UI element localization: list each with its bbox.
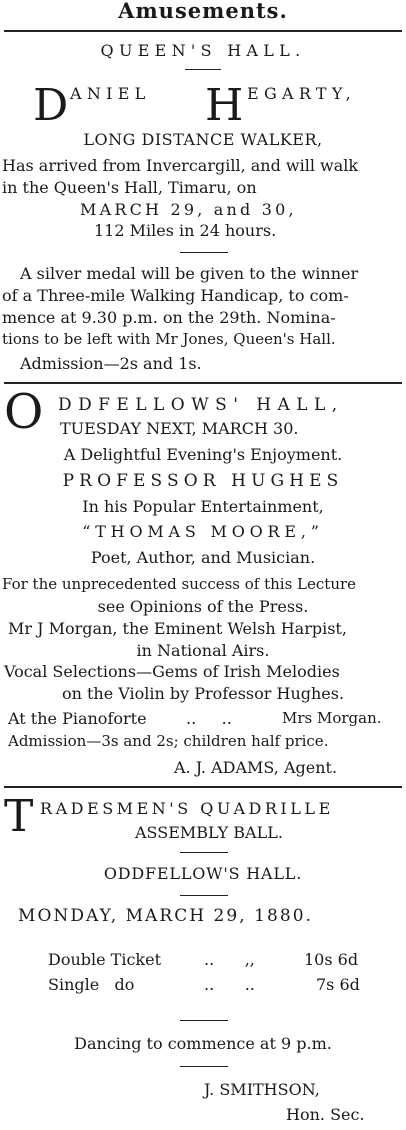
ad2-press2: see Opinions of the Press. xyxy=(97,597,309,616)
ad3-venue: ODDFELLOW'S HALL. xyxy=(103,864,303,883)
ad3-role: Hon. Sec. xyxy=(286,1105,365,1124)
ad3-ticket-double-price: 10s 6d xyxy=(304,950,359,969)
ad1-title: LONG DISTANCE WALKER, xyxy=(83,130,323,149)
ad2-harpist-airs: in National Airs. xyxy=(136,641,270,660)
ad1-venue: QUEEN'S HALL. xyxy=(100,41,306,60)
ad3-dancing-rule xyxy=(180,1066,228,1067)
header-rule xyxy=(4,30,402,32)
ad2-piano-name: Mrs Morgan. xyxy=(282,709,382,727)
ad3-ticket-double-label: Double Ticket xyxy=(48,950,162,969)
ad1-para2: of a Three-mile Walking Handicap, to com- xyxy=(2,286,349,305)
ad1-venue-rule xyxy=(185,69,221,70)
ad2-date: TUESDAY NEXT, MARCH 30. xyxy=(60,419,299,438)
ad2-initial-o: O xyxy=(4,384,44,440)
ad3-title1: RADESMEN'S QUADRILLE xyxy=(40,799,334,818)
ad2-performer: PROFESSOR HUGHES xyxy=(62,471,344,491)
ad1-para3: mence at 9.30 p.m. on the 29th. Nomina- xyxy=(2,308,336,327)
section-title: Amusements. xyxy=(118,0,288,23)
ad1-name-initial-d: D xyxy=(33,80,69,131)
ad3-ticket-single-price: 7s 6d xyxy=(316,975,360,994)
ad3-date: MONDAY, MARCH 29, 1880. xyxy=(18,906,314,926)
ad1-line1: Has arrived from Invercargill, and will walk xyxy=(2,156,359,175)
ad2-show: “THOMAS MOORE,” xyxy=(82,522,324,541)
ad2-admission: Admission—3s and 2s; children half price. xyxy=(8,732,329,750)
ad1-date: MARCH 29, and 30, xyxy=(80,200,297,219)
ad3-ticket-single-dots: .. .. xyxy=(204,975,255,994)
ad3-title-rule xyxy=(180,852,228,853)
ad1-name-last: EGARTY, xyxy=(247,84,356,103)
ad3-secretary: J. SMITHSON, xyxy=(204,1080,320,1099)
ad3-ticket-double-dots: .. ,, xyxy=(204,950,255,969)
ad1-line2: in the Queen's Hall, Timaru, on xyxy=(2,178,257,197)
ad2-piano-label: At the Pianoforte xyxy=(8,709,147,728)
ad2-piano-dots: .. .. xyxy=(186,709,232,728)
ad2-vocal1: Vocal Selections—Gems of Irish Melodies xyxy=(4,662,340,681)
ad1-name-first: ANIEL xyxy=(70,84,151,103)
ad3-venue-rule xyxy=(180,895,228,896)
ad1-para4: tions to be left with Mr Jones, Queen's Hall. xyxy=(2,330,336,348)
ad3-ticket-rule xyxy=(180,1020,228,1021)
ad2-subtitle: Poet, Author, and Musician. xyxy=(90,548,316,567)
ad3-title2: ASSEMBLY BALL. xyxy=(135,823,283,842)
ad1-admission: Admission—2s and 1s. xyxy=(20,354,202,373)
ad2-harpist: Mr J Morgan, the Eminent Welsh Harpist, xyxy=(8,619,347,638)
ad2-intro: In his Popular Entertainment, xyxy=(82,497,324,516)
ad1-ad2-rule xyxy=(4,382,402,384)
ad3-initial-t: T xyxy=(4,791,34,842)
ad2-press1: For the unprecedented success of this Lecture xyxy=(2,575,357,593)
ad1-mid-rule xyxy=(180,252,228,253)
ad2-ad3-rule xyxy=(4,786,402,788)
ad1-para1: A silver medal will be given to the winner xyxy=(20,264,359,283)
ad3-ticket-single-label: Single do xyxy=(48,975,135,994)
ad1-distance: 112 Miles in 24 hours. xyxy=(94,221,277,240)
ad2-tagline: A Delightful Evening's Enjoyment. xyxy=(63,445,343,464)
ad2-agent: A. J. ADAMS, Agent. xyxy=(174,758,338,777)
ad2-vocal2: on the Violin by Professor Hughes. xyxy=(61,684,345,703)
ad3-dancing: Dancing to commence at 9 p.m. xyxy=(74,1034,332,1053)
ad2-venue: DDFELLOWS' HALL, xyxy=(58,395,344,415)
ad1-name-initial-h: H xyxy=(205,80,244,131)
